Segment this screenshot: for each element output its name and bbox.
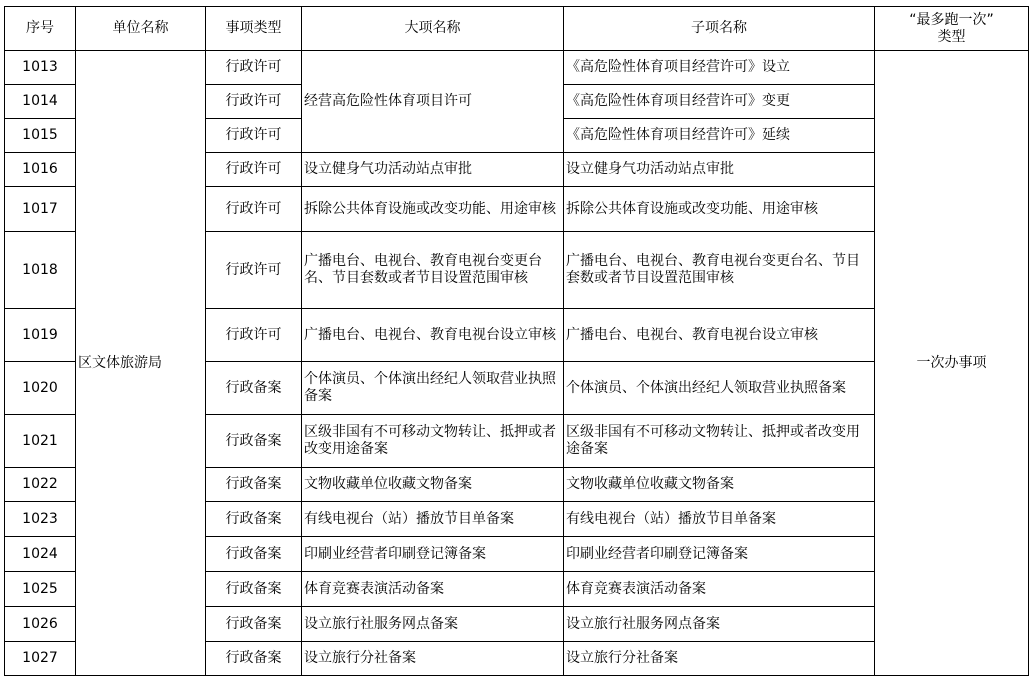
major-cell: 区级非国有不可移动文物转让、抵押或者改变用途备案 (302, 415, 564, 468)
sub-cell: 设立健身气功活动站点审批 (564, 153, 875, 187)
header-type: 事项类型 (206, 7, 302, 51)
mode-cell: 一次办事项 (875, 51, 1029, 676)
sub-cell: 有线电视台（站）播放节目单备案 (564, 502, 875, 537)
seq-cell: 1022 (5, 468, 76, 502)
seq-cell: 1024 (5, 537, 76, 572)
sub-cell: 《高危险性体育项目经营许可》延续 (564, 119, 875, 153)
seq-cell: 1025 (5, 572, 76, 607)
seq-cell: 1013 (5, 51, 76, 85)
seq-cell: 1023 (5, 502, 76, 537)
sub-cell: 《高危险性体育项目经营许可》设立 (564, 51, 875, 85)
type-cell: 行政备案 (206, 468, 302, 502)
major-cell: 广播电台、电视台、教育电视台设立审核 (302, 309, 564, 362)
sub-cell: 体育竞赛表演活动备案 (564, 572, 875, 607)
type-cell: 行政备案 (206, 537, 302, 572)
major-cell: 个体演员、个体演出经纪人领取营业执照备案 (302, 362, 564, 415)
seq-cell: 1021 (5, 415, 76, 468)
type-cell: 行政许可 (206, 309, 302, 362)
header-mode (875, 7, 1029, 51)
type-cell: 行政备案 (206, 607, 302, 642)
seq-cell: 1014 (5, 85, 76, 119)
type-cell: 行政许可 (206, 232, 302, 309)
type-cell: 行政备案 (206, 415, 302, 468)
seq-cell: 1016 (5, 153, 76, 187)
major-cell: 设立旅行分社备案 (302, 642, 564, 676)
sub-cell: 印刷业经营者印刷登记簿备案 (564, 537, 875, 572)
items-table (4, 6, 1029, 676)
sub-cell: 设立旅行分社备案 (564, 642, 875, 676)
major-cell: 文物收藏单位收藏文物备案 (302, 468, 564, 502)
sub-cell: 文物收藏单位收藏文物备案 (564, 468, 875, 502)
seq-cell: 1027 (5, 642, 76, 676)
unit-cell: 区文体旅游局 (76, 51, 206, 676)
type-cell: 行政备案 (206, 362, 302, 415)
sub-cell: 《高危险性体育项目经营许可》变更 (564, 85, 875, 119)
major-cell: 设立健身气功活动站点审批 (302, 153, 564, 187)
major-cell: 广播电台、电视台、教育电视台变更台名、节目套数或者节目设置范围审核 (302, 232, 564, 309)
type-cell: 行政备案 (206, 642, 302, 676)
seq-cell: 1020 (5, 362, 76, 415)
sub-cell: 个体演员、个体演出经纪人领取营业执照备案 (564, 362, 875, 415)
sub-cell: 广播电台、电视台、教育电视台变更台名、节目套数或者节目设置范围审核 (564, 232, 875, 309)
seq-cell: 1019 (5, 309, 76, 362)
type-cell: 行政许可 (206, 187, 302, 232)
major-cell: 设立旅行社服务网点备案 (302, 607, 564, 642)
major-cell: 印刷业经营者印刷登记簿备案 (302, 537, 564, 572)
header-seq: 序号 (5, 7, 76, 51)
type-cell: 行政许可 (206, 119, 302, 153)
table-row (5, 51, 1029, 85)
major-cell: 拆除公共体育设施或改变功能、用途审核 (302, 187, 564, 232)
type-cell: 行政许可 (206, 153, 302, 187)
header-mode-line1: “最多跑一次” (909, 11, 994, 28)
major-cell: 有线电视台（站）播放节目单备案 (302, 502, 564, 537)
seq-cell: 1017 (5, 187, 76, 232)
header-major: 大项名称 (302, 7, 564, 51)
header-mode-line2: 类型 (937, 28, 966, 45)
header-sub: 子项名称 (564, 7, 875, 51)
sub-cell: 广播电台、电视台、教育电视台设立审核 (564, 309, 875, 362)
type-cell: 行政许可 (206, 51, 302, 85)
seq-cell: 1018 (5, 232, 76, 309)
type-cell: 行政许可 (206, 85, 302, 119)
major-cell: 经营高危险性体育项目许可 (302, 51, 564, 153)
seq-cell: 1026 (5, 607, 76, 642)
type-cell: 行政备案 (206, 572, 302, 607)
sub-cell: 拆除公共体育设施或改变功能、用途审核 (564, 187, 875, 232)
major-cell: 体育竞赛表演活动备案 (302, 572, 564, 607)
seq-cell: 1015 (5, 119, 76, 153)
sub-cell: 区级非国有不可移动文物转让、抵押或者改变用途备案 (564, 415, 875, 468)
header-unit: 单位名称 (76, 7, 206, 51)
sub-cell: 设立旅行社服务网点备案 (564, 607, 875, 642)
header-row (5, 7, 1029, 51)
type-cell: 行政备案 (206, 502, 302, 537)
